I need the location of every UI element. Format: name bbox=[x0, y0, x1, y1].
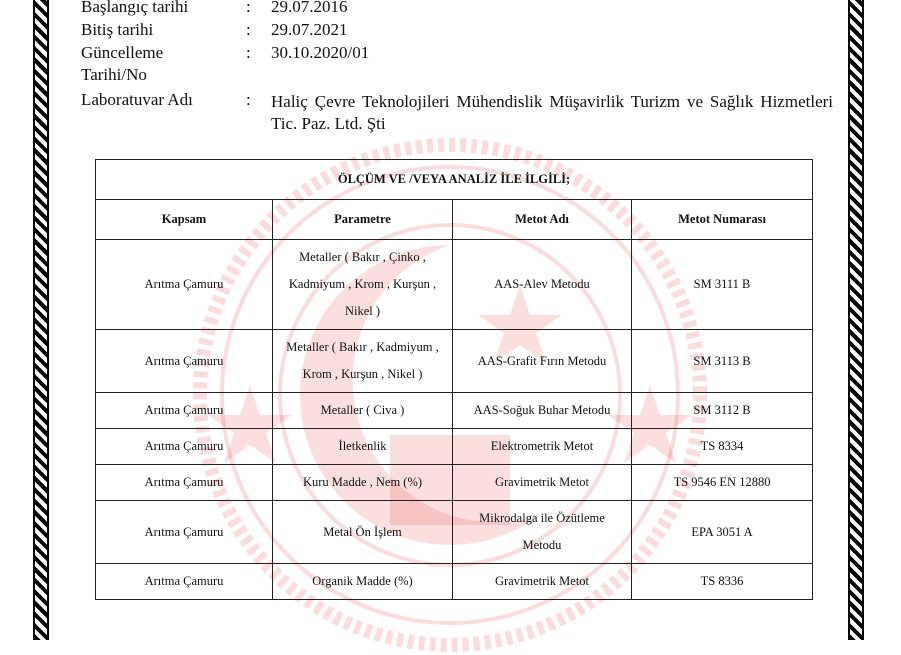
table-row bbox=[96, 429, 813, 465]
update-label-line2: Tarihi/No bbox=[81, 65, 147, 84]
cell-kapsam: Arıtma Çamuru bbox=[96, 429, 273, 465]
cell-kapsam: Arıtma Çamuru bbox=[96, 240, 273, 330]
cell-metot-numarasi: TS 9546 EN 12880 bbox=[632, 465, 813, 501]
lab-name-label: Laboratuvar Adı bbox=[81, 90, 193, 109]
cell-parametre: Organik Madde (%) bbox=[273, 564, 453, 600]
lab-name-value: Haliç Çevre Teknolojileri Mühendislik Müşavirlik Turizm ve Sağlık Hizmetleri Tic. Paz. Ltd. Şti bbox=[271, 92, 833, 133]
cell-kapsam: Arıtma Çamuru bbox=[96, 465, 273, 501]
colon: : bbox=[246, 43, 251, 62]
scope-table bbox=[95, 159, 813, 600]
table-row bbox=[96, 564, 813, 600]
table-title: ÖLÇÜM VE /VEYA ANALİZ İLE İLGİLİ; bbox=[96, 160, 813, 200]
cell-kapsam: Arıtma Çamuru bbox=[96, 393, 273, 429]
header-metot-adi: Metot Adı bbox=[453, 200, 632, 240]
end-date-value: 29.07.2021 bbox=[271, 20, 348, 39]
table-row bbox=[96, 501, 813, 564]
cell-parametre: İletkenlik bbox=[273, 429, 453, 465]
colon: : bbox=[246, 90, 251, 109]
cell-metot-adi: Elektrometrik Metot bbox=[453, 429, 632, 465]
cell-metot-adi: Mikrodalga ile Özütleme Metodu bbox=[453, 501, 632, 564]
cell-metot-adi: Gravimetrik Metot bbox=[453, 465, 632, 501]
cell-metot-numarasi: EPA 3051 A bbox=[632, 501, 813, 564]
start-date-label: Başlangıç tarihi bbox=[81, 0, 189, 16]
cell-metot-numarasi: SM 3111 B bbox=[632, 240, 813, 330]
cell-kapsam: Arıtma Çamuru bbox=[96, 501, 273, 564]
table-row bbox=[96, 330, 813, 393]
cell-metot-numarasi: TS 8336 bbox=[632, 564, 813, 600]
end-date-label: Bitiş tarihi bbox=[81, 20, 154, 39]
cell-parametre: Kuru Madde , Nem (%) bbox=[273, 465, 453, 501]
cell-kapsam: Arıtma Çamuru bbox=[96, 330, 273, 393]
cell-parametre: Metaller ( Bakır , Kadmiyum , Krom , Kurşun , Nikel ) bbox=[273, 330, 453, 393]
table-row bbox=[96, 393, 813, 429]
colon: : bbox=[246, 20, 251, 39]
cell-parametre: Metaller ( Bakır , Çinko , Kadmiyum , Krom , Kurşun , Nikel ) bbox=[273, 240, 453, 330]
header-metot-numarasi: Metot Numarası bbox=[632, 200, 813, 240]
table-row bbox=[96, 465, 813, 501]
cell-metot-adi: AAS-Soğuk Buhar Metodu bbox=[453, 393, 632, 429]
update-label-line1: Güncelleme bbox=[81, 43, 164, 62]
left-decorative-border bbox=[33, 0, 49, 640]
cell-metot-adi: AAS-Grafit Fırın Metodu bbox=[453, 330, 632, 393]
cell-parametre: Metal Ön İşlem bbox=[273, 501, 453, 564]
cell-metot-numarasi: SM 3113 B bbox=[632, 330, 813, 393]
cell-metot-adi: AAS-Alev Metodu bbox=[453, 240, 632, 330]
cell-metot-numarasi: TS 8334 bbox=[632, 429, 813, 465]
colon: : bbox=[246, 0, 251, 16]
cell-kapsam: Arıtma Çamuru bbox=[96, 564, 273, 600]
start-date-value: 29.07.2016 bbox=[271, 0, 348, 16]
header-kapsam: Kapsam bbox=[96, 200, 273, 240]
table-row bbox=[96, 240, 813, 330]
header-parametre: Parametre bbox=[273, 200, 453, 240]
update-value: 30.10.2020/01 bbox=[271, 43, 370, 62]
right-decorative-border bbox=[848, 0, 864, 640]
cell-metot-adi: Gravimetrik Metot bbox=[453, 564, 632, 600]
cell-metot-numarasi: SM 3112 B bbox=[632, 393, 813, 429]
cell-parametre: Metaller ( Civa ) bbox=[273, 393, 453, 429]
